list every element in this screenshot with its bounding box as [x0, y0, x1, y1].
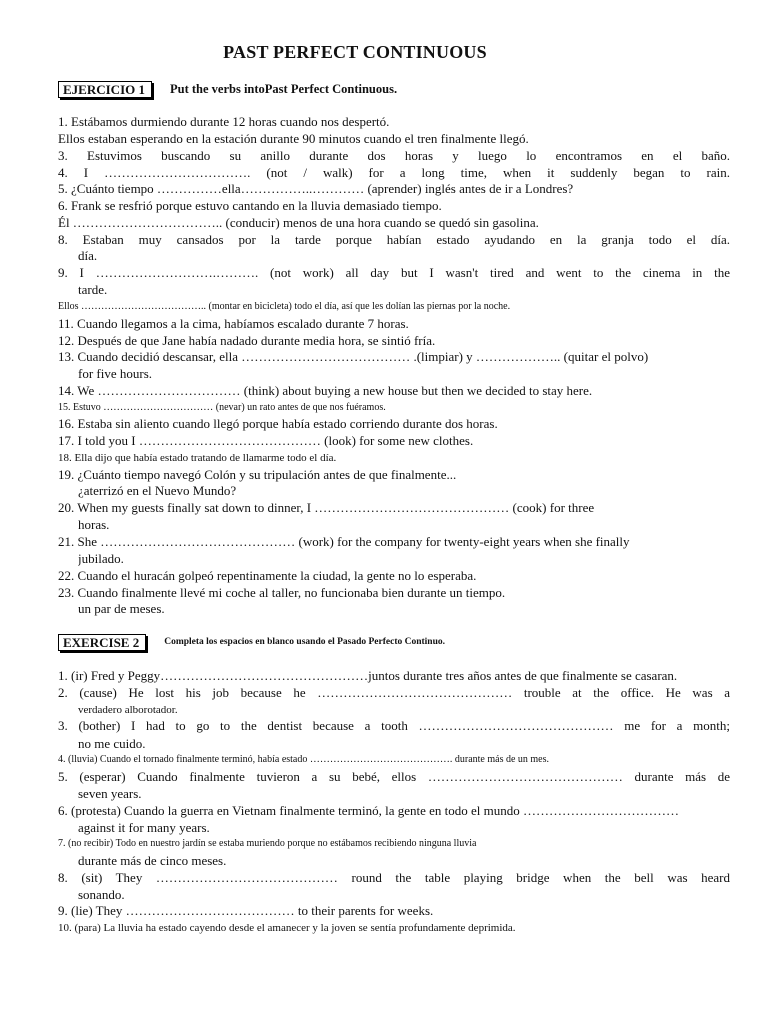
ex1-line: 22. Cuando el huracán golpeó repentinamente la ciudad, la gente no lo esperaba.	[58, 568, 477, 583]
ex1-line: día.	[78, 248, 98, 263]
ex1-line: 9. I ……………………….………. (not work) all day but I wasn't tired and went to the cinema in the	[58, 265, 730, 280]
ex1-line: tarde.	[78, 282, 108, 297]
ex1-line: 4. I ……………………………. (not / walk) for a long time, when it suddenly began to rain.	[58, 165, 730, 180]
ex1-line: 16. Estaba sin aliento cuando llegó porque había estado corriendo durante dos horas.	[58, 416, 498, 431]
ex1-line: for five hours.	[78, 366, 153, 381]
ex1-line: 20. When my guests finally sat down to dinner, I ……………………………………… (cook) for three	[58, 500, 595, 515]
exercise2-label: EXERCISE 2	[58, 634, 146, 651]
ex1-line: horas.	[78, 517, 110, 532]
ex1-line: 6. Frank se resfrió porque estuvo cantando en la lluvia demasiado tiempo.	[58, 198, 442, 213]
ex1-line: 13. Cuando decidió descansar, ella ………………………………… .(limpiar) y ……………….. (quitar el polvo)	[58, 349, 649, 364]
ex2-line: 3. (bother) I had to go to the dentist because a tooth ……………………………………… me for a month;	[58, 718, 730, 733]
ex2-line: no me cuido.	[78, 736, 146, 751]
ex1-line: 14. We …………………………… (think) about buying a new house but then we decided to stay here.	[58, 383, 593, 398]
ex1-line: 3. Estuvimos buscando su anillo durante dos horas y luego lo encontramos en el baño.	[58, 148, 730, 163]
ex2-line: sonando.	[78, 887, 125, 902]
ex2-line: durante más de cinco meses.	[78, 853, 227, 868]
ex2-line: 4. (lluvia) Cuando el tornado finalmente terminó, había estado ……………………………………. durante más de un mes.	[58, 754, 550, 765]
ex2-line: 5. (esperar) Cuando finalmente tuvieron a su bebé, ellos ……………………………………… durante más de	[58, 769, 730, 784]
ex1-line: 18. Ella dijo que había estado tratando de llamarme todo el día.	[58, 452, 337, 464]
ex1-line: 17. I told you I …………………………………… (look) for some new clothes.	[58, 433, 474, 448]
ex1-line: ¿aterrizó en el Nuevo Mundo?	[78, 483, 237, 498]
ex1-line: un par de meses.	[78, 601, 165, 616]
ex2-line: 8. (sit) They …………………………………… round the table playing bridge when the bell was heard	[58, 870, 730, 885]
page-title: PAST PERFECT CONTINUOUS	[223, 42, 487, 62]
ex2-line: 10. (para) La lluvia ha estado cayendo desde el amanecer y la joven se sentía profundamente deprimida.	[58, 922, 516, 934]
ex1-line: 12. Después de que Jane había nadado durante media hora, se sintió fría.	[58, 333, 436, 348]
ex2-line: 2. (cause) He lost his job because he ……………………………………… trouble at the office. He was a	[58, 685, 730, 700]
exercise2-header	[58, 633, 445, 653]
exercise2-instruction: Completa los espacios en blanco usando el Pasado Perfecto Continuo.	[164, 637, 446, 648]
ex2-line: 9. (lie) They ………………………………… to their parents for weeks.	[58, 903, 434, 918]
ex1-line: jubilado.	[78, 551, 124, 566]
ex1-line: 11. Cuando llegamos a la cima, habíamos escalado durante 7 horas.	[58, 316, 409, 331]
ex2-line: 6. (protesta) Cuando la guerra en Vietnam finalmente terminó, la gente en todo el mundo ………………………………	[58, 803, 680, 818]
exercise1-label: EJERCICIO 1	[58, 81, 152, 98]
exercise1-header	[58, 80, 397, 100]
ex1-line: 1. Estábamos durmiendo durante 12 horas cuando nos despertó.	[58, 114, 390, 129]
exercise1-instruction: Put the verbs intoPast Perfect Continuous.	[170, 81, 398, 96]
ex1-line: 21. She ……………………………………… (work) for the company for twenty-eight years when she finally	[58, 534, 630, 549]
ex2-line: 7. (no recibir) Todo en nuestro jardín se estaba muriendo porque no estábamos recibiendo ninguna lluvia	[58, 838, 477, 849]
ex1-line: 8. Estaban muy cansados por la tarde porque habían estado ayudando en la granja todo el día.	[58, 232, 730, 247]
ex1-line: Ellos ……………………………….. (montar en bicicleta) todo el día, así que les dolían las piernas por la noche.	[58, 301, 511, 312]
ex2-line: seven years.	[78, 786, 142, 801]
ex1-line: 15. Estuvo …………………………… (nevar) un rato antes de que nos fuéramos.	[58, 402, 386, 413]
ex1-line: 19. ¿Cuánto tiempo navegó Colón y su tripulación antes de que finalmente...	[58, 467, 457, 482]
ex1-line: 23. Cuando finalmente llevé mi coche al taller, no funcionaba bien durante un tiempo.	[58, 585, 506, 600]
ex2-line: against it for many years.	[78, 820, 210, 835]
ex2-line: verdadero alborotador.	[78, 704, 178, 716]
ex1-line: Él …………………………….. (conducir) menos de una hora cuando se quedó sin gasolina.	[58, 215, 539, 230]
ex1-line: 5. ¿Cuánto tiempo ……………ella……………..………… (aprender) inglés antes de ir a Londres?	[58, 181, 574, 196]
ex1-line: Ellos estaban esperando en la estación durante 90 minutos cuando el tren finalmente llegó.	[58, 131, 529, 146]
ex2-line: 1. (ir) Fred y Peggy…………………………………………juntos durante tres años antes de que finalmente se casaran.	[58, 668, 678, 683]
